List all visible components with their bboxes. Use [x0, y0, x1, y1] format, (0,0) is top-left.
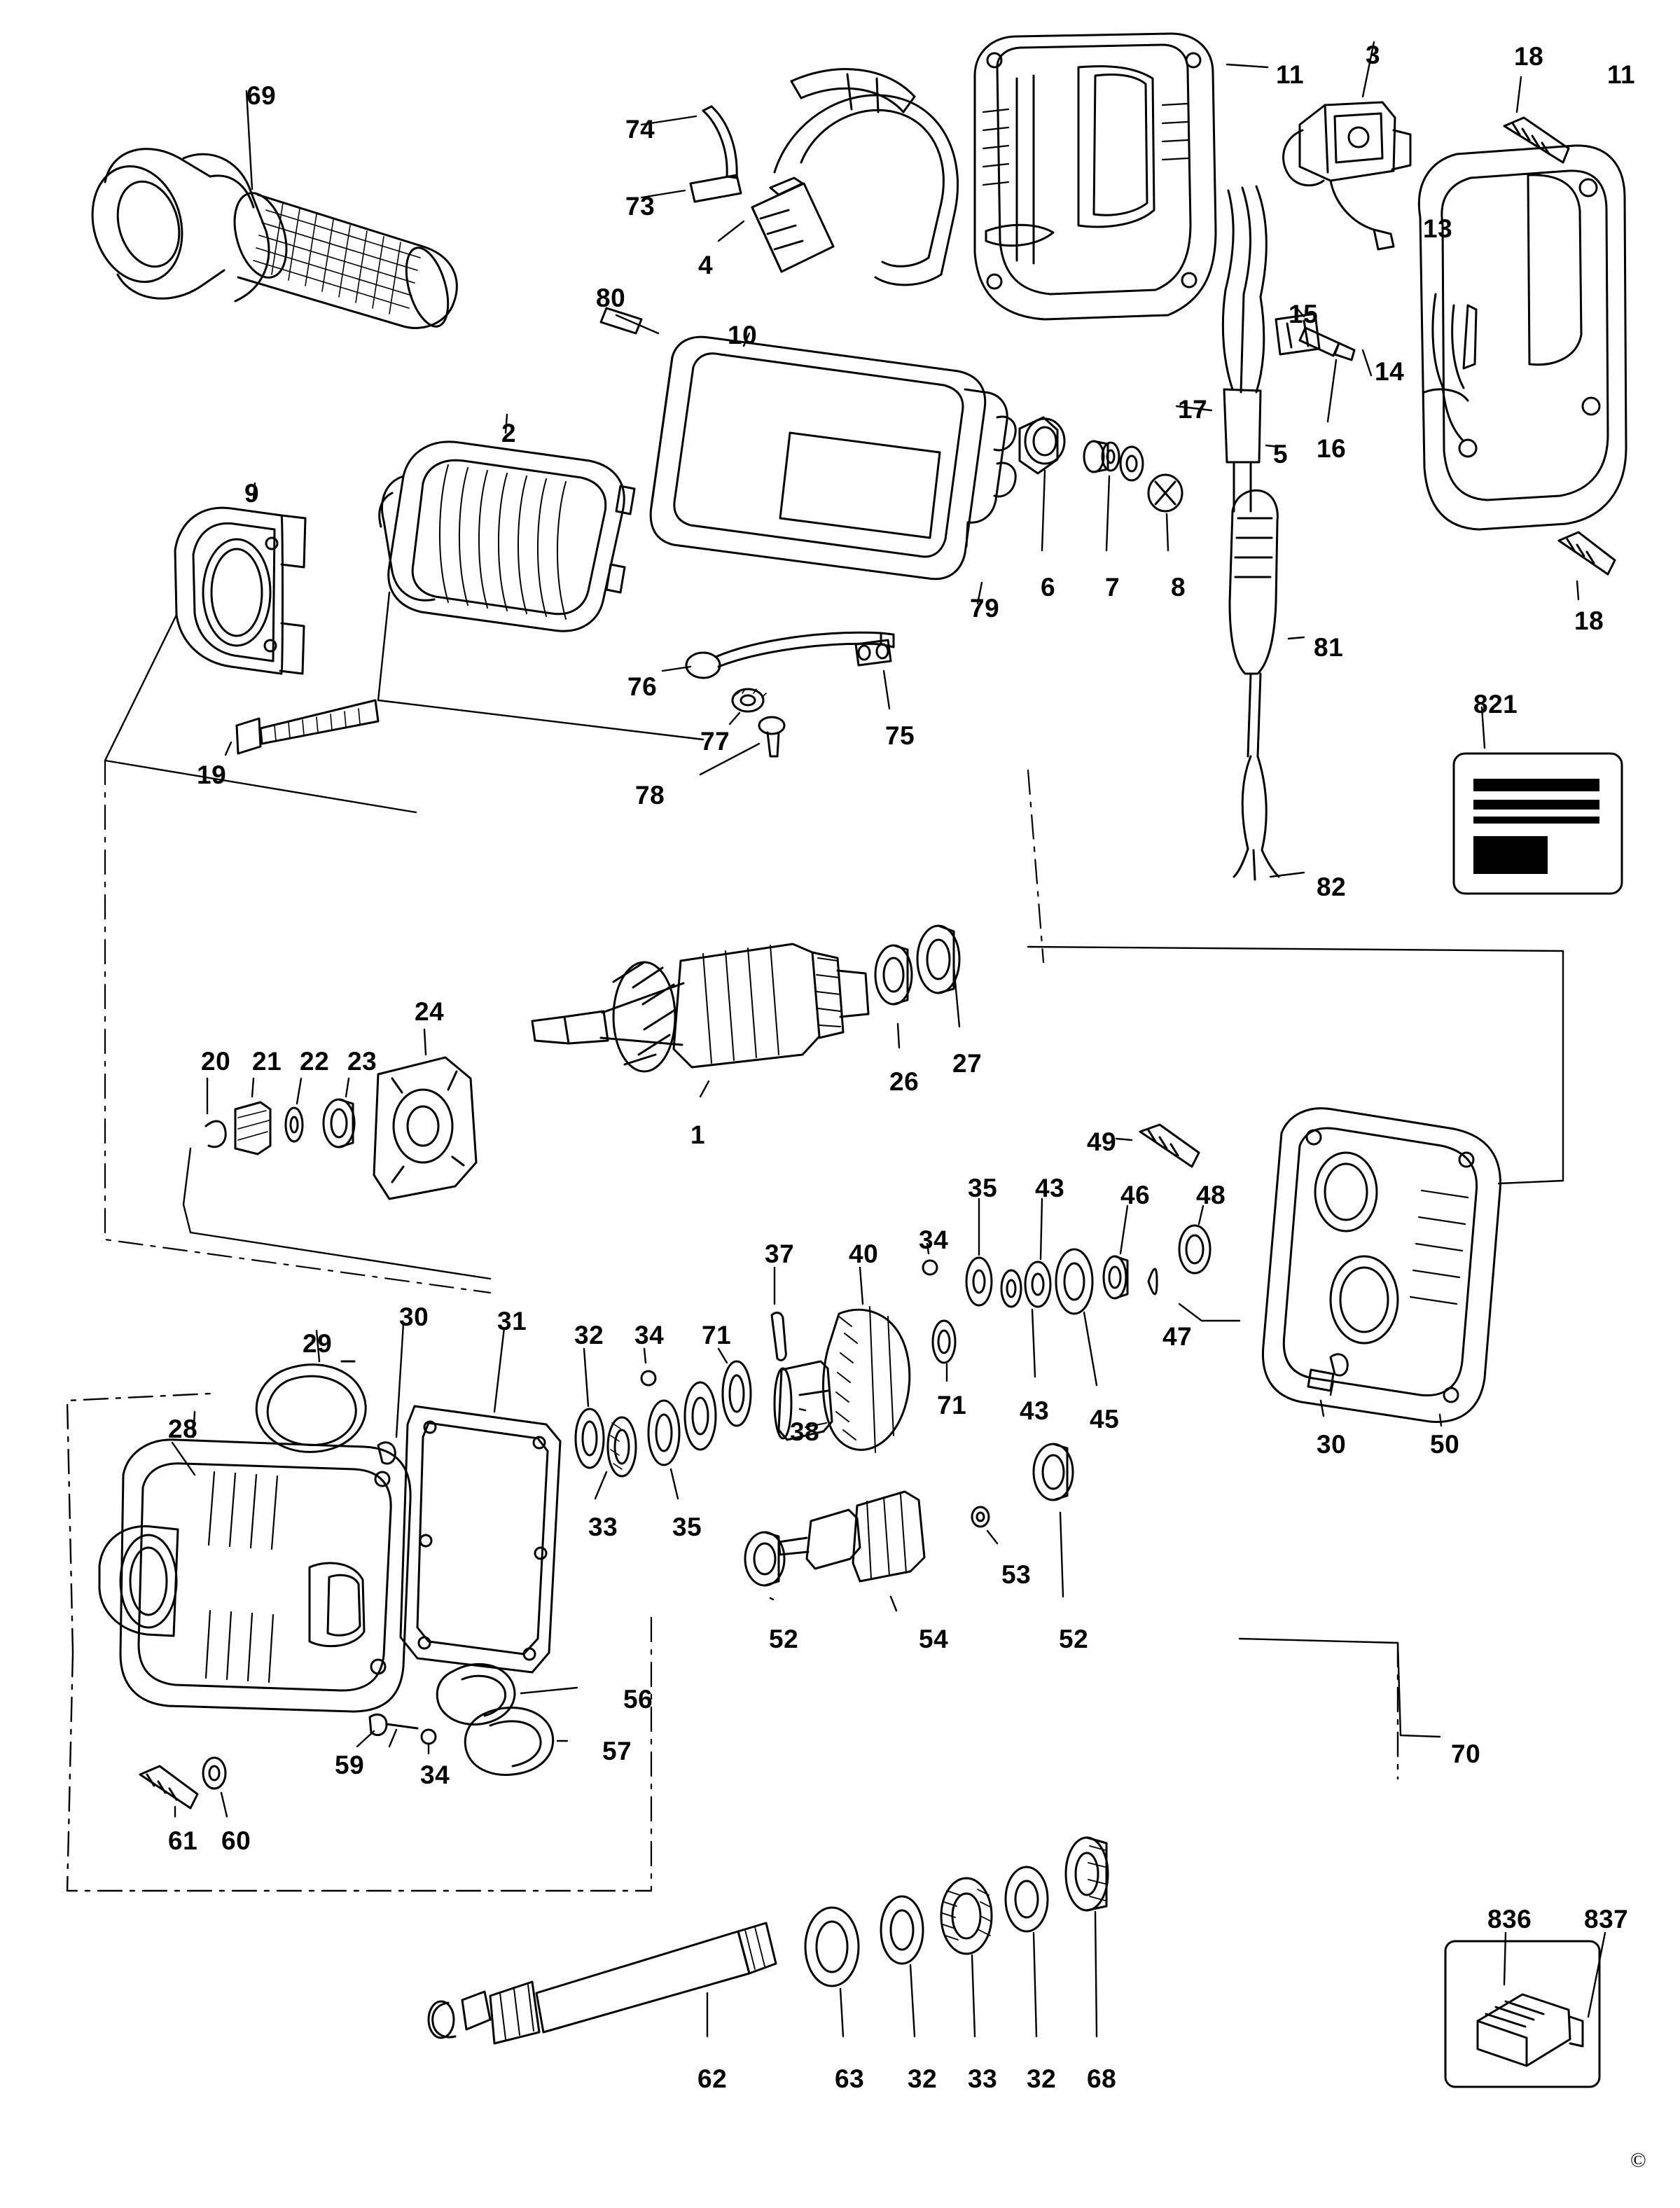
callout-number: 63: [835, 2064, 865, 2093]
callout-number: 70: [1451, 1740, 1481, 1768]
part-18-screw-top: [1504, 77, 1569, 162]
callout-number: 47: [1162, 1322, 1193, 1351]
callout-number: 34: [420, 1761, 450, 1789]
callout-number: 6: [1041, 573, 1056, 602]
callout-number: 57: [602, 1737, 632, 1765]
callout-number: 45: [1090, 1405, 1120, 1433]
part-11-housing-left: [975, 34, 1268, 319]
callout-number: 14: [1375, 357, 1405, 386]
callout-number: 9: [244, 479, 260, 508]
part-22-washer: [286, 1078, 303, 1141]
callout-number: 50: [1430, 1430, 1460, 1459]
callout-number: 40: [849, 1240, 879, 1268]
callout-number: 77: [700, 727, 730, 756]
part-62-spindle: [429, 1923, 776, 2043]
part-8-screw: [1148, 475, 1182, 550]
callout-number: 11: [1276, 60, 1305, 89]
callout-number: 2: [501, 419, 517, 447]
part-23-bearing: [324, 1078, 354, 1147]
callout-number: 23: [347, 1047, 377, 1076]
part-1-armature: [532, 944, 868, 1097]
callout-number: 16: [1317, 434, 1347, 463]
callout-number: 7: [1105, 573, 1120, 602]
callout-number: 35: [672, 1513, 702, 1541]
callout-number: 46: [1120, 1181, 1151, 1209]
callout-number: 52: [1059, 1625, 1089, 1653]
callout-number: 78: [635, 781, 665, 810]
callout-number: 32: [574, 1321, 604, 1349]
callout-number: 30: [399, 1303, 429, 1331]
callout-number: 31: [497, 1307, 527, 1335]
callout-number: 18: [1514, 42, 1544, 71]
part-37-pin: [772, 1268, 786, 1360]
part-9-end-cap: [105, 483, 416, 812]
part-836-837-clip: [1445, 1933, 1605, 2087]
depth-stop-guard: [775, 69, 958, 285]
callout-number: 54: [919, 1625, 949, 1653]
part-75-terminal: [856, 640, 891, 709]
part-17-cable-assembly: [1176, 186, 1279, 511]
callout-number: 61: [168, 1826, 198, 1855]
part-61-screw: [140, 1766, 197, 1817]
callout-number: 69: [247, 81, 277, 110]
callout-number: 48: [1196, 1181, 1226, 1209]
callout-number: 43: [1035, 1174, 1065, 1202]
callout-number: 53: [1001, 1560, 1032, 1589]
part-59-spring: [357, 1714, 417, 1747]
callout-number: 37: [765, 1240, 795, 1268]
callout-number: 8: [1171, 573, 1186, 602]
section-70-bracket: [1240, 1639, 1440, 1779]
callout-number: 22: [300, 1047, 330, 1076]
part-31-gasket: [401, 1328, 560, 1672]
part-57-cover: [465, 1707, 567, 1775]
callout-number: 13: [1423, 214, 1453, 243]
part-56-cap: [437, 1664, 577, 1724]
part-71-spacers: [718, 1321, 955, 1426]
part-10-motor-housing: [601, 308, 1015, 604]
part-6-bearing-plate: [1020, 417, 1064, 550]
callout-number: 19: [197, 761, 227, 789]
part-21-brush: [235, 1078, 270, 1154]
callout-number: 29: [303, 1329, 333, 1358]
part-53-ring: [972, 1507, 997, 1543]
callout-number: 836: [1487, 1905, 1532, 1933]
callout-number: 56: [623, 1685, 653, 1714]
callout-number: 71: [937, 1391, 967, 1419]
callout-number: 34: [634, 1321, 665, 1349]
callout-number: 15: [1289, 300, 1319, 328]
callout-number: 30: [1317, 1430, 1347, 1459]
part-74-spring-clip: [641, 106, 737, 178]
callout-number: 18: [1574, 606, 1604, 635]
callout-number: 49: [1087, 1127, 1117, 1156]
part-54-pinion: [779, 1492, 924, 1611]
callout-number: 73: [625, 192, 655, 221]
callout-number: 71: [702, 1321, 732, 1349]
part-52-bearing-left: [745, 1532, 784, 1599]
callout-number: 3: [1366, 41, 1381, 69]
part-73-key: [641, 175, 741, 202]
part-69-side-handle: [79, 91, 457, 331]
part-18-screw-bottom: [1559, 532, 1615, 599]
washer-stack-left: [576, 1349, 716, 1499]
callout-number: 32: [1027, 2064, 1057, 2093]
part-26-bearing: [875, 945, 912, 1048]
callout-number: 82: [1317, 873, 1347, 901]
callout-number: 34: [919, 1225, 949, 1254]
seal-stack: [805, 1838, 1108, 2036]
part-77-washer: [730, 689, 766, 724]
part-821-label: [1454, 707, 1622, 894]
callout-number: 837: [1584, 1905, 1629, 1933]
callout-number: 79: [970, 594, 1000, 623]
callout-number: 32: [908, 2064, 938, 2093]
part-76-brush-lead: [662, 632, 894, 678]
callout-number: 1: [690, 1120, 706, 1149]
callout-number: 35: [968, 1174, 998, 1202]
callout-number: 80: [596, 284, 626, 312]
part-19-long-screw: [225, 700, 378, 755]
callout-number: 5: [1273, 440, 1289, 468]
callout-number: 17: [1178, 395, 1208, 424]
part-27-bearing: [917, 926, 959, 1027]
callout-number: 28: [168, 1415, 198, 1443]
callout-number: 21: [252, 1047, 282, 1076]
callout-number: 68: [1087, 2064, 1117, 2093]
callout-number: 33: [588, 1513, 618, 1541]
callout-number: 52: [769, 1625, 799, 1653]
part-11-housing-right: [1419, 146, 1626, 529]
callout-number: 81: [1314, 633, 1344, 662]
part-20-clip: [206, 1078, 225, 1147]
part-28-gear-case: [67, 1394, 651, 1891]
part-40-gear: [824, 1268, 910, 1452]
callout-number: 10: [728, 321, 758, 349]
part-7-washers: [1084, 441, 1143, 550]
callout-number: 74: [625, 115, 655, 144]
callout-number: 26: [889, 1067, 919, 1096]
washer-stack-right: [966, 1199, 1240, 1385]
part-50-gear-housing: [1028, 947, 1563, 1426]
callout-number: 11: [1607, 60, 1636, 89]
callout-number: 43: [1020, 1396, 1050, 1425]
callout-number: 20: [201, 1047, 231, 1076]
callout-number: 4: [698, 251, 714, 279]
callout-number: 821: [1473, 690, 1518, 718]
part-60-washer: [203, 1758, 227, 1817]
callout-number: 27: [952, 1049, 983, 1078]
callout-number: 62: [697, 2064, 728, 2093]
callout-number: 59: [335, 1751, 365, 1779]
callout-number: 76: [627, 672, 658, 701]
callout-number: 75: [885, 721, 915, 750]
callout-number: 60: [221, 1826, 251, 1855]
callout-number: 24: [415, 997, 445, 1026]
callout-number: 33: [968, 2064, 998, 2093]
part-52-bearing-right: [1034, 1444, 1073, 1597]
part-4-brush-holder: [718, 178, 833, 272]
part-81-cord-protector: [1230, 490, 1304, 880]
callout-number: 38: [790, 1417, 820, 1446]
part-49-screw: [1116, 1125, 1199, 1167]
copyright-mark: ©: [1630, 2148, 1646, 2172]
